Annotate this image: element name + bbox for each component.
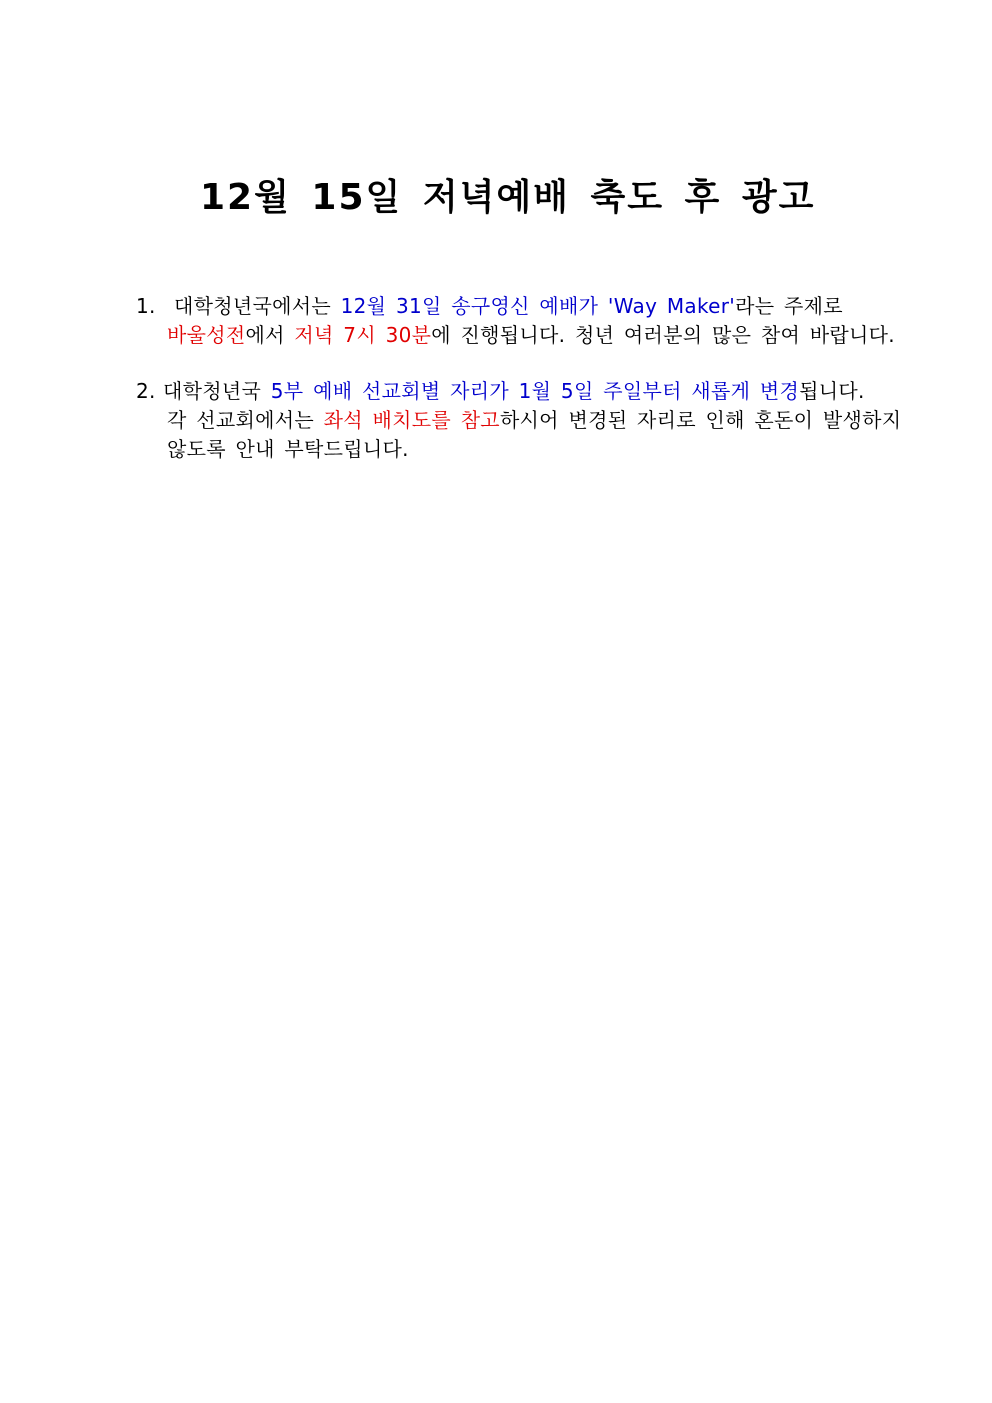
item-1-line-1	[136, 292, 843, 320]
item-2-line-1-seg-3: 됩니다.	[799, 379, 865, 403]
item-2-line-2-seg-2: 좌석 배치도를 참고	[323, 408, 500, 432]
item-1-line-1-seg-3: 라는 주제로	[735, 294, 843, 318]
item-1-line-2-seg-4: 에 진행됩니다. 청년 여러분의 많은 참여 바랍니다.	[431, 323, 895, 347]
item-1-line-2-seg-3: 저녁 7시 30분	[294, 323, 432, 347]
item-2-line-2-seg-3: 하시어 변경된 자리로 인해 혼돈이 발생하지	[499, 408, 902, 432]
item-2-line-1-seg-1: 대학청년국	[163, 379, 271, 403]
item-1-number: 1.	[136, 294, 156, 318]
item-1-line-2	[167, 321, 895, 349]
item-2-line-1-seg-2: 5부 예배 선교회별 자리가 1월 5일 주일부터 새롭게 변경	[270, 379, 800, 403]
item-1-line-1-seg-1: 대학청년국에서는	[174, 294, 341, 318]
item-2-line-3-seg-1: 않도록 안내 부탁드립니다.	[167, 437, 409, 461]
item-1-line-1-seg-2: 12월 31일 송구영신 예배가 'Way Maker'	[340, 294, 736, 318]
item-1-line-2-seg-2: 에서	[245, 323, 295, 347]
item-2-line-3	[167, 435, 409, 463]
item-1-line-2-seg-1: 바울성전	[167, 323, 246, 347]
item-2-number: 2.	[136, 379, 156, 403]
item-2-line-2	[167, 406, 901, 434]
item-2-line-1	[136, 377, 865, 405]
item-2-line-2-seg-1: 각 선교회에서는	[167, 408, 324, 432]
page-title: 12월 15일 저녁예배 축도 후 광고	[200, 177, 816, 218]
